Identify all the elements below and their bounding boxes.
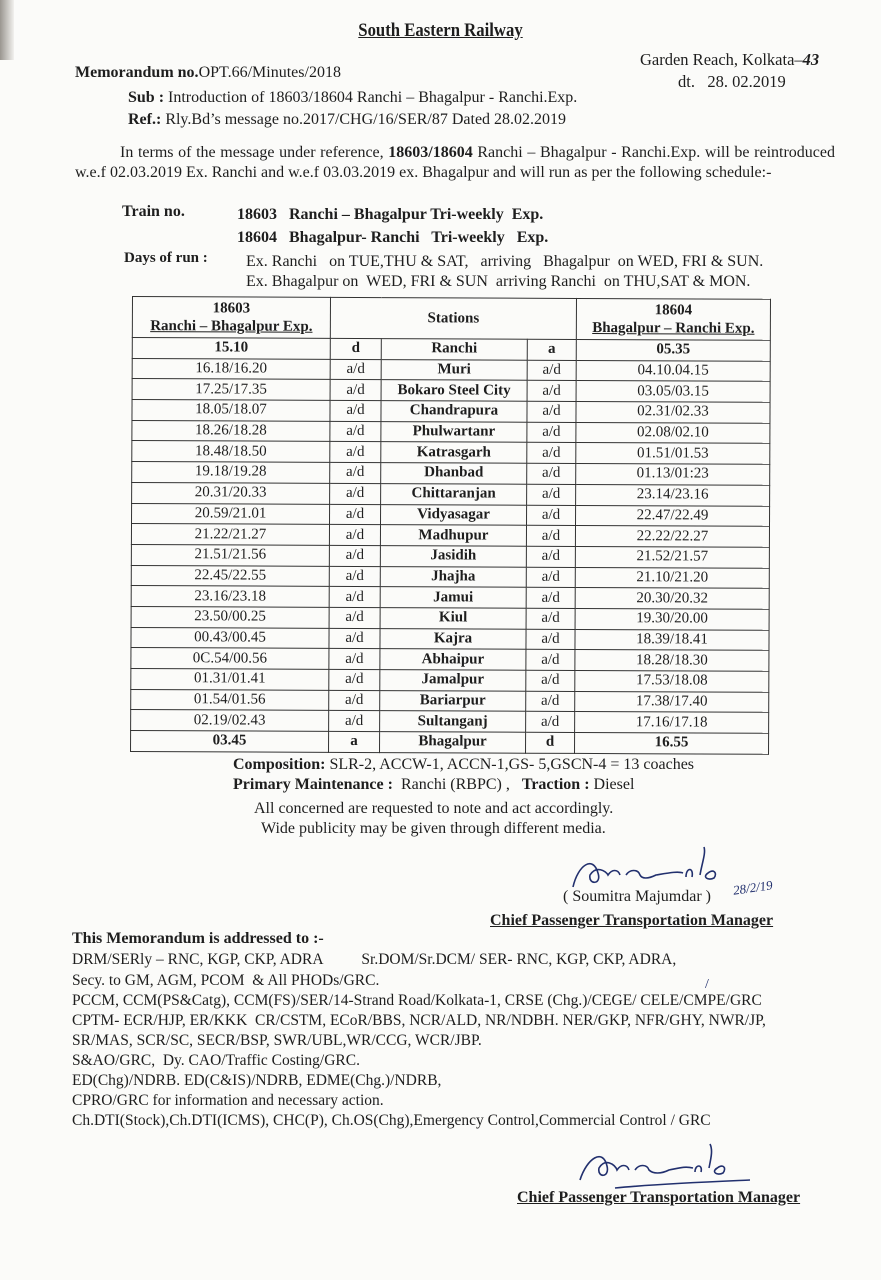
header-train-down-no: 18604 <box>654 302 693 319</box>
up-time: 01.54/01.56 <box>131 689 329 711</box>
down-time: 02.31/02.33 <box>576 402 770 424</box>
up-time: 18.26/18.28 <box>132 420 330 442</box>
down-time: 17.38/17.40 <box>575 691 769 713</box>
memo-date-value: 28. 02.2019 <box>707 72 786 91</box>
down-time: 17.16/17.18 <box>575 712 769 734</box>
intro-train-numbers: 18603/18604 <box>388 144 473 161</box>
up-arr-dep-flag: d <box>330 338 381 359</box>
schedule-row <box>131 606 769 629</box>
schedule-row <box>132 462 770 485</box>
memo-date <box>678 72 786 92</box>
schedule-row <box>131 710 769 733</box>
office-address-pin: 43 <box>802 50 820 69</box>
up-arr-dep-flag: a/d <box>330 504 381 525</box>
schedule-row <box>132 400 770 423</box>
schedule-row <box>131 544 769 567</box>
schedule-body <box>131 338 771 755</box>
header-train-down-name: Bhagalpur – Ranchi Exp. <box>592 320 755 337</box>
down-arr-dep-flag: a/d <box>526 670 575 691</box>
train-no-label: Train no. <box>122 203 185 220</box>
down-time: 22.22/22.27 <box>575 526 769 548</box>
station-name: Jasidih <box>380 545 526 566</box>
subject-label: Sub : <box>128 89 165 106</box>
down-arr-dep-flag: a/d <box>527 401 576 422</box>
addressee-line: DRM/SERly – RNC, KGP, CKP, ADRA Sr.DOM/Sr.DCM/ SER- RNC, KGP, CKP, ADRA, <box>72 951 677 968</box>
schedule-row <box>131 524 769 547</box>
down-time: 23.14/23.16 <box>576 484 770 506</box>
down-time: 20.30/20.32 <box>575 588 769 610</box>
up-time: 00.43/00.45 <box>131 627 329 649</box>
down-time: 18.39/18.41 <box>575 629 769 651</box>
tick-mark-icon: / <box>705 977 709 992</box>
schedule-row <box>131 586 769 609</box>
office-address-text: Garden Reach, Kolkata– <box>640 50 803 69</box>
schedule-row <box>131 565 769 588</box>
up-time: 0C.54/00.56 <box>131 648 329 670</box>
down-time: 17.53/18.08 <box>575 670 769 692</box>
station-name: Kiul <box>380 608 526 629</box>
down-arr-dep-flag: a/d <box>527 360 576 381</box>
schedule-table <box>130 296 771 755</box>
schedule-row <box>131 731 769 754</box>
station-name: Katrasgarh <box>381 442 527 463</box>
station-name: Bhagalpur <box>380 732 526 753</box>
station-name: Ranchi <box>381 339 527 360</box>
up-time: 19.18/19.28 <box>132 462 330 484</box>
organisation-title: South Eastern Railway <box>358 20 523 41</box>
down-time: 02.08/02.10 <box>576 422 770 444</box>
header-train-down <box>576 298 770 340</box>
down-time: 21.52/21.57 <box>575 546 769 568</box>
up-arr-dep-flag: a/d <box>330 442 381 463</box>
station-name: Madhupur <box>380 525 526 546</box>
memo-date-label: dt. <box>678 72 695 91</box>
train-18604: 18604 Bhagalpur- Ranchi Tri-weekly Exp. <box>237 229 549 246</box>
signature-2-stroke <box>580 1144 750 1188</box>
addressee-line: SR/MAS, SCR/SC, SECR/BSP, SWR/UBL,WR/CCG, WCR/JBP. <box>72 1032 482 1049</box>
down-time: 01.13/01:23 <box>576 464 770 486</box>
up-time: 03.45 <box>131 731 329 753</box>
down-arr-dep-flag: a/d <box>526 629 575 650</box>
addressee-line: Ch.DTI(Stock),Ch.DTI(ICMS), CHC(P), Ch.OS(Chg),Emergency Control,Commercial Control / GRC <box>72 1112 711 1129</box>
intro-text-start: In terms of the message under reference, <box>120 144 389 161</box>
signature-2 <box>575 1140 755 1190</box>
subject-text: Introduction of 18603/18604 Ranchi – Bhagalpur - Ranchi.Exp. <box>168 89 578 106</box>
schedule-row <box>132 358 770 381</box>
page-edge-shadow <box>0 0 14 60</box>
station-name: Vidyasagar <box>381 504 527 525</box>
station-name: Jamui <box>380 587 526 608</box>
reference-line <box>128 111 566 129</box>
up-time: 20.59/21.01 <box>132 503 330 525</box>
signatory-name: ( Soumitra Majumdar ) <box>563 888 711 905</box>
maintenance-line <box>233 776 634 794</box>
up-arr-dep-flag: a/d <box>329 649 380 670</box>
traction-value: Diesel <box>589 776 635 793</box>
up-time: 17.25/17.35 <box>132 379 330 401</box>
up-arr-dep-flag: a/d <box>330 462 381 483</box>
schedule-row <box>132 420 770 443</box>
schedule-row <box>132 338 770 361</box>
down-arr-dep-flag: a/d <box>526 650 575 671</box>
signatory-title: Chief Passenger Transportation Manager <box>490 912 774 929</box>
station-name: Dhanbad <box>381 463 527 484</box>
down-time: 16.55 <box>575 732 769 754</box>
train-18603: 18603 Ranchi – Bhagalpur Tri-weekly Exp. <box>237 206 544 223</box>
composition-label: Composition: <box>233 756 326 773</box>
down-arr-dep-flag: a/d <box>526 525 575 546</box>
down-arr-dep-flag: a <box>527 339 576 360</box>
schedule-header-row <box>132 297 770 341</box>
composition-value: SLR-2, ACCW-1, ACCN-1,GS- 5,GSCN-4 = 13 coaches <box>325 756 695 773</box>
maintenance-value: Ranchi (RBPC) , <box>392 776 522 793</box>
station-name: Jhajha <box>380 566 526 587</box>
station-name: Sultanganj <box>380 711 526 732</box>
up-arr-dep-flag: a/d <box>330 483 381 504</box>
note-act-accordingly: All concerned are requested to note and act accordingly. <box>254 800 614 817</box>
up-arr-dep-flag: a/d <box>330 400 381 421</box>
up-arr-dep-flag: a/d <box>330 380 381 401</box>
addressee-line: ED(Chg)/NDRB. ED(C&IS)/NDRB, EDME(Chg.)/NDRB, <box>72 1072 442 1089</box>
station-name: Phulwartanr <box>381 421 527 442</box>
up-time: 22.45/22.55 <box>131 565 329 587</box>
signature-1-stroke <box>573 847 715 887</box>
schedule-row <box>132 503 770 526</box>
header-train-up-name: Ranchi – Bhagalpur Exp. <box>150 318 313 335</box>
days-of-run-label: Days of run : <box>124 250 208 266</box>
addressees-title: This Memorandum is addressed to :- <box>72 930 324 947</box>
down-arr-dep-flag: a/d <box>526 712 575 733</box>
up-arr-dep-flag: a/d <box>330 359 381 380</box>
up-time: 15.10 <box>132 338 330 360</box>
station-name: Bariarpur <box>380 690 526 711</box>
down-arr-dep-flag: a/d <box>526 608 575 629</box>
down-arr-dep-flag: a/d <box>527 505 576 526</box>
schedule-row <box>131 668 769 691</box>
station-name: Chandrapura <box>381 401 527 422</box>
up-time: 02.19/02.43 <box>131 710 329 732</box>
note-publicity: Wide publicity may be given through different media. <box>261 820 606 837</box>
up-time: 01.31/01.41 <box>131 668 329 690</box>
down-arr-dep-flag: a/d <box>526 567 575 588</box>
down-arr-dep-flag: a/d <box>527 422 576 443</box>
down-time: 19.30/20.00 <box>575 608 769 630</box>
schedule-row <box>132 379 770 402</box>
up-arr-dep-flag: a/d <box>329 525 380 546</box>
header-stations: Stations <box>330 297 576 339</box>
up-arr-dep-flag: a/d <box>329 607 380 628</box>
up-arr-dep-flag: a/d <box>329 587 380 608</box>
schedule-row <box>132 482 770 505</box>
addressee-line: CPTM- ECR/HJP, ER/KKK CR/CSTM, ECoR/BBS, NCR/ALD, NR/NDBH. NER/GKP, NFR/GHY, NWR/JP, <box>72 1012 766 1029</box>
schedule-row <box>131 627 769 650</box>
down-time: 18.28/18.30 <box>575 650 769 672</box>
station-name: Bokaro Steel City <box>381 380 527 401</box>
down-time: 01.51/01.53 <box>576 443 770 465</box>
down-arr-dep-flag: a/d <box>527 463 576 484</box>
up-time: 18.48/18.50 <box>132 441 330 463</box>
down-arr-dep-flag: d <box>526 732 575 753</box>
signature-1-date: 28/2/19 <box>732 877 774 898</box>
addressee-line: CPRO/GRC for information and necessary action. <box>72 1092 384 1109</box>
up-time: 23.16/23.18 <box>131 586 329 608</box>
up-arr-dep-flag: a/d <box>329 669 380 690</box>
memo-number-label: Memorandum no. <box>75 64 199 81</box>
up-time: 16.18/16.20 <box>132 358 330 380</box>
station-name: Jamalpur <box>380 670 526 691</box>
up-arr-dep-flag: a/d <box>330 421 381 442</box>
signatory-title-2: Chief Passenger Transportation Manager <box>517 1189 801 1206</box>
days-of-run-down: Ex. Bhagalpur on WED, FRI & SUN arriving Ranchi on THU,SAT & MON. <box>246 273 751 290</box>
intro-text-end: Ranchi – Bhagalpur - Ranchi.Exp. will be reintroduced w.e.f 02.03.2019 Ex. Ranchi and w.e.f 03.03.2019 ex. Bhagalpur and will run as per the following schedule:- <box>75 144 836 181</box>
station-name: Chittaranjan <box>381 483 527 504</box>
down-arr-dep-flag: a/d <box>527 381 576 402</box>
memo-number <box>75 64 341 82</box>
days-of-run-up: Ex. Ranchi on TUE,THU & SAT, arriving Bhagalpur on WED, FRI & SUN. <box>246 253 764 270</box>
up-time: 23.50/00.25 <box>131 606 329 628</box>
down-arr-dep-flag: a/d <box>526 546 575 567</box>
up-time: 18.05/18.07 <box>132 400 330 422</box>
office-address <box>640 50 819 70</box>
up-arr-dep-flag: a/d <box>329 566 380 587</box>
up-arr-dep-flag: a/d <box>329 690 380 711</box>
schedule-row <box>131 689 769 712</box>
up-time: 20.31/20.33 <box>132 482 330 504</box>
up-arr-dep-flag: a <box>329 731 380 752</box>
station-name: Kajra <box>380 628 526 649</box>
schedule-row <box>131 648 769 671</box>
down-arr-dep-flag: a/d <box>526 587 575 608</box>
down-time: 22.47/22.49 <box>576 505 770 527</box>
down-time: 05.35 <box>576 339 770 361</box>
down-time: 03.05/03.15 <box>576 381 770 403</box>
reference-label: Ref.: <box>128 111 162 128</box>
down-time: 21.10/21.20 <box>575 567 769 589</box>
down-arr-dep-flag: a/d <box>527 484 576 505</box>
memo-number-value: OPT.66/Minutes/2018 <box>198 64 341 81</box>
up-arr-dep-flag: a/d <box>329 711 380 732</box>
up-time: 21.51/21.56 <box>131 544 329 566</box>
station-name: Abhaipur <box>380 649 526 670</box>
intro-paragraph <box>75 143 835 183</box>
maintenance-label: Primary Maintenance : <box>233 776 393 793</box>
addressee-line: S&AO/GRC, Dy. CAO/Traffic Costing/GRC. <box>72 1052 360 1069</box>
subject-line <box>128 89 577 107</box>
station-name: Muri <box>381 359 527 380</box>
traction-label: Traction : <box>521 776 590 793</box>
down-time: 04.10.04.15 <box>576 360 770 382</box>
reference-text: Rly.Bd’s message no.2017/CHG/16/SER/87 Dated 28.02.2019 <box>165 111 567 128</box>
header-train-up-no: 18603 <box>212 300 251 317</box>
up-arr-dep-flag: a/d <box>329 545 380 566</box>
up-time: 21.22/21.27 <box>131 524 329 546</box>
down-arr-dep-flag: a/d <box>526 691 575 712</box>
composition-line <box>233 756 694 774</box>
header-train-up <box>132 297 330 339</box>
up-arr-dep-flag: a/d <box>329 628 380 649</box>
addressee-line: Secy. to GM, AGM, PCOM & All PHODs/GRC. <box>72 972 380 989</box>
addressee-line: PCCM, CCM(PS&Catg), CCM(FS)/SER/14-Strand Road/Kolkata-1, CRSE (Chg.)/CEGE/ CELE/CMPE/GRC <box>72 992 762 1009</box>
down-arr-dep-flag: a/d <box>527 443 576 464</box>
schedule-row <box>132 441 770 464</box>
